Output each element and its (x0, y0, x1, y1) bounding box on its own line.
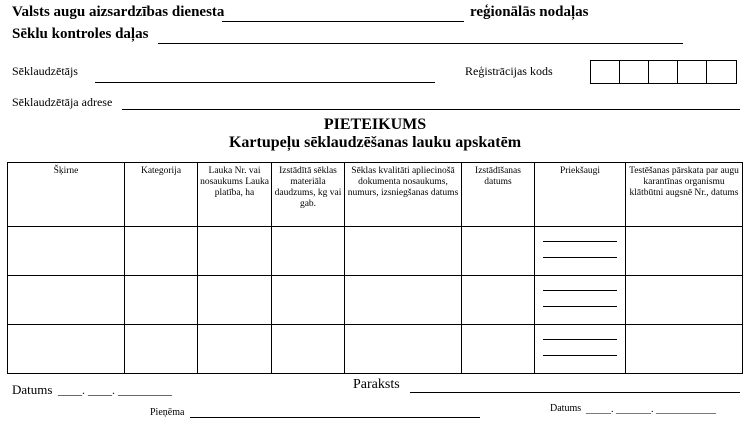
regional-dept-suffix: reģionālās nodaļas (470, 4, 589, 20)
table-cell[interactable] (345, 325, 462, 374)
reg-code-box[interactable] (649, 61, 678, 83)
subline (543, 306, 617, 307)
table-cell[interactable] (8, 227, 125, 276)
table-cell[interactable] (125, 227, 198, 276)
table-cell[interactable] (462, 276, 535, 325)
subline (543, 257, 617, 258)
producer-field[interactable] (95, 82, 435, 83)
reg-code-box[interactable] (591, 61, 620, 83)
address-field[interactable] (122, 109, 740, 110)
table-row (8, 227, 743, 276)
address-label: Sēklaudzētāja adrese (12, 95, 113, 109)
table-cell[interactable] (272, 276, 345, 325)
table-cell[interactable] (198, 325, 272, 374)
table-cell[interactable] (535, 227, 626, 276)
subline (543, 339, 617, 340)
subline (543, 241, 617, 242)
subline (543, 355, 617, 356)
table-cell[interactable] (8, 325, 125, 374)
table-cell[interactable] (125, 276, 198, 325)
table-cell[interactable] (626, 276, 743, 325)
table-cell[interactable] (198, 227, 272, 276)
col-test-report: Testēšanas pārskata par augu karantīnas organismu klātbūtni augsnē Nr., datums (626, 163, 743, 227)
received-label: Pieņēma (150, 407, 185, 418)
seed-control-label: Sēklu kontroles daļas (12, 26, 149, 42)
reg-code-label: Reģistrācijas kods (465, 64, 553, 78)
service-name-label: Valsts augu aizsardzības dienesta (12, 4, 225, 20)
table-cell[interactable] (535, 325, 626, 374)
reg-code-boxes[interactable] (590, 60, 737, 84)
table-cell[interactable] (626, 227, 743, 276)
col-document: Sēklas kvalitāti apliecinošā dokumenta nosaukums, numurs, izsniegšanas datums (345, 163, 462, 227)
date2-blanks[interactable]: _____. _______. ____________ (586, 404, 716, 415)
reg-code-box[interactable] (707, 61, 736, 83)
table-row (8, 276, 743, 325)
col-variety: Šķirne (8, 163, 125, 227)
table-cell[interactable] (345, 227, 462, 276)
table-cell[interactable] (198, 276, 272, 325)
col-planting-date: Izstādīšanas datums (462, 163, 535, 227)
form-subtitle: Kartupeļu sēklaudzēšanas lauku apskatēm (228, 134, 522, 151)
table-cell[interactable] (626, 325, 743, 374)
table-cell[interactable] (125, 325, 198, 374)
producer-label: Sēklaudzētājs (12, 64, 78, 78)
table-cell[interactable] (272, 227, 345, 276)
table-header-row (8, 163, 743, 227)
received-field[interactable] (190, 417, 480, 418)
inspection-table (7, 162, 743, 374)
signature-label: Paraksts (353, 377, 400, 392)
table-cell[interactable] (462, 227, 535, 276)
table-cell[interactable] (535, 276, 626, 325)
col-amount: Izstādītā sēklas materiāla daudzums, kg vai gab. (272, 163, 345, 227)
seed-control-blank[interactable] (158, 43, 683, 44)
table-row (8, 325, 743, 374)
date-label: Datums (12, 382, 53, 397)
col-field: Lauka Nr. vai nosaukums Lauka platība, ha (198, 163, 272, 227)
col-preceding-crops: Priekšaugi (535, 163, 626, 227)
col-category: Kategorija (125, 163, 198, 227)
table-cell[interactable] (272, 325, 345, 374)
table-cell[interactable] (345, 276, 462, 325)
date2-label: Datums (550, 403, 582, 414)
reg-code-box[interactable] (620, 61, 649, 83)
form-title: PIETEIKUMS (323, 116, 427, 133)
table-cell[interactable] (462, 325, 535, 374)
reg-code-box[interactable] (678, 61, 707, 83)
date-blanks[interactable]: ____. ____. _________ (58, 383, 172, 397)
subline (543, 290, 617, 291)
regional-dept-blank[interactable] (222, 21, 464, 22)
signature-field[interactable] (410, 392, 740, 393)
table-cell[interactable] (8, 276, 125, 325)
